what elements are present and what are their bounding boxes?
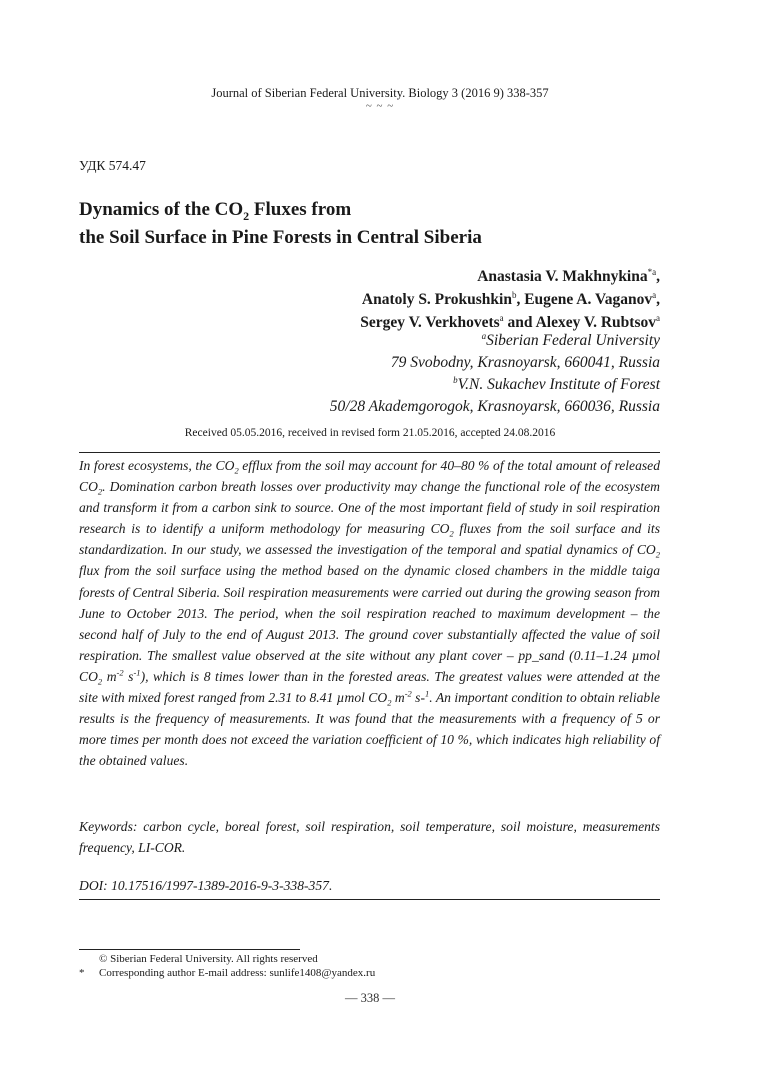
affiliations [140, 330, 660, 418]
received-dates: Received 05.05.2016, received in revised form 21.05.2016, accepted 24.08.2016 [184, 427, 556, 439]
affiliation-a-address: 79 Svobodny, Krasnoyarsk, 660041, Russia [390, 354, 660, 371]
affiliation-a: $^a$Siberian Federal University [481, 330, 660, 349]
footnote-star: * [79, 967, 85, 979]
abstract-bottom-rule [79, 899, 660, 900]
keywords: Keywords: carbon cycle, boreal forest, soil respiration, soil temperature, soil moisture, measurements frequency, LI-COR. [79, 819, 660, 855]
affiliation-b: $^b$V.N. Sukachev Institute of Forest [453, 374, 660, 393]
copyright-footnote: © Siberian Federal University. All rights reserved [99, 953, 318, 965]
author-name: Eugene A. Vaganov [524, 291, 653, 308]
author-name: Anatoly S. Prokushkin [361, 291, 512, 308]
author-list: Anastasia V. Makhnykina$^{*a}$, Anatoly S. Prokushkin$^b$, Eugene A. Vaganov$^a$, Sergey V. Verkhovets$^a$ and Alexey V. Rubtsov$^a$ [360, 266, 660, 331]
doi: DOI: 10.17516/1997-1389-2016-9-3-338-357. [79, 878, 333, 893]
title-line-2: the Soil Surface in Pine Forests in Central Siberia [79, 227, 482, 248]
affiliation-b-address: 50/28 Akademgorogok, Krasnoyarsk, 660036, Russia [329, 398, 660, 415]
paper-title [79, 196, 679, 252]
corresponding-author-footnote: Corresponding author E-mail address: sunlife1408@yandex.ru [99, 967, 376, 979]
page-number: — 338 — [345, 991, 395, 1005]
title-line-1: Dynamics of the $CO_2$ Fluxes from [79, 199, 352, 223]
author-name: Sergey V. Verkhovets [360, 314, 500, 331]
abstract-top-rule [79, 452, 660, 453]
footnote-rule [79, 949, 300, 950]
header-ornament: ~ ~ ~ [365, 100, 395, 112]
author-name: Alexey V. Rubtsov [535, 314, 656, 331]
udk-code: УДК 574.47 [79, 158, 146, 173]
author-name: Anastasia V. Makhnykina [477, 268, 648, 285]
abstract: In forest ecosystems, the $CO_2$ efflux from the soil may account for 40–80 % of the total amount of released $CO_2$. Domination carbon breath losses over productivity may change the functional role of the ecosystem and transform it from a carbon sink to source. One of the most important field of study in soil respiration research is to identify a uniform methodology for measuring $CO_2$ fluxes from the soil surface and its standardization. In our study, we assessed the investigation of the temporal and spatial dynamics of $CO_2$ flux from the soil surface using the method based on the dynamic closed chambers in the middle taiga forests of Central Siberia. Soil respiration measurements were carried out during the growing season from June to October 2013. The period, when the soil respiration reached to maximum development – the second half of July to the end of August 2013. The ground cover substantially affected the value of soil respiration. The smallest value observed at the site without any plant cover – pp_sand (0.11–1.24 µmol $CO_2$ $m^{-2}$ $s^{-1}$), which is 8 times lower than in the forested areas. The greatest values were attended at the site with mixed forest ranged from 2.31 to 8.41 µmol $CO_2$ $m^{-2}$ s-$^1$. An important condition to obtain reliable results is the frequency of measurements. It was found that the measurements with a frequency of 5 or more times per month does not exceed the variation coefficient of 10 %, which indicates high reliability of the obtained values. [79, 458, 661, 769]
journal-header: Journal of Siberian Federal University. Biology 3 (2016 9) 338-357 [211, 86, 549, 100]
